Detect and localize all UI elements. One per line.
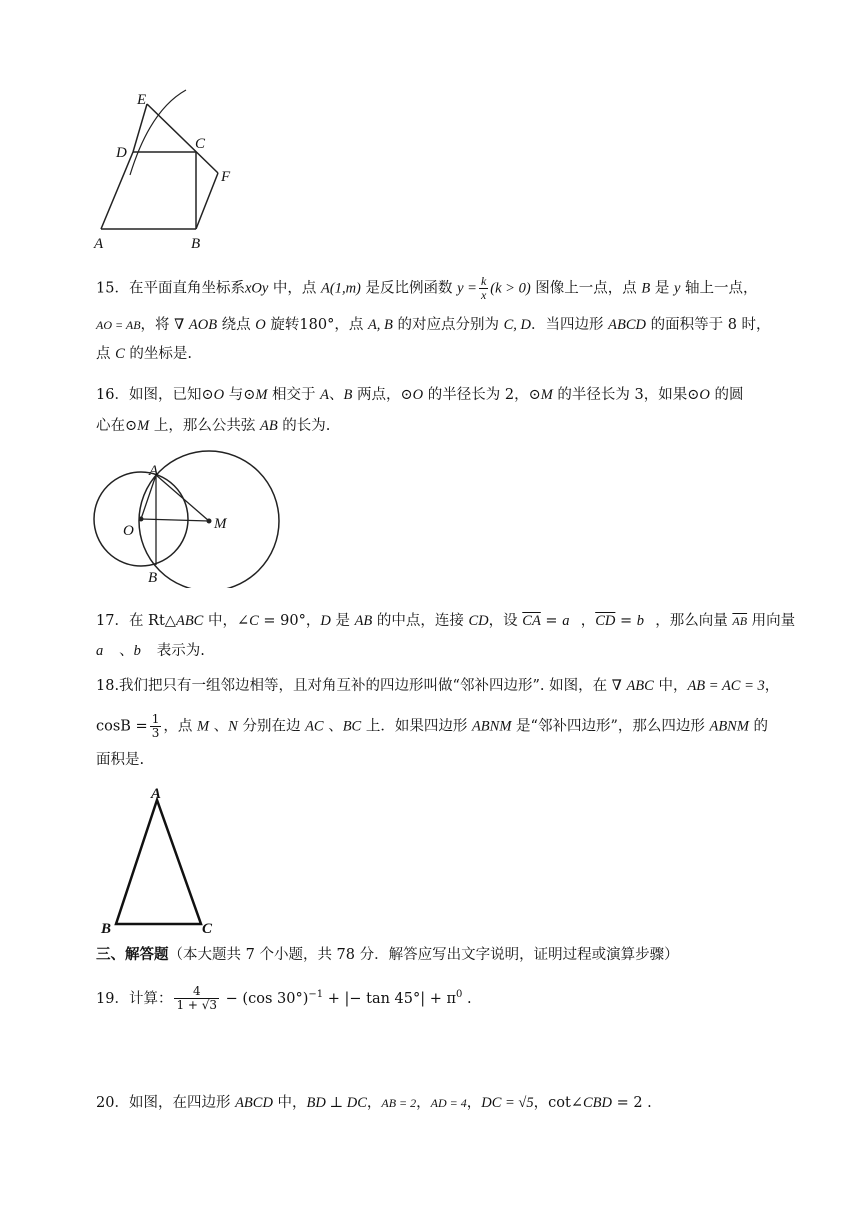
segment-de (133, 104, 147, 152)
text: 20．如图，在四边形 (96, 1095, 236, 1111)
text: . (462, 990, 472, 1007)
numerator: k (480, 274, 487, 288)
q17-line-1 (96, 611, 795, 631)
figure-quadrilateral-abcd (88, 82, 248, 257)
text: 是“邻补四边形”，那么四边形 (511, 718, 710, 735)
math: (k > 0) (490, 280, 531, 297)
text: 的坐标是. (124, 346, 192, 362)
text: 16．如图，已知⊙ (96, 387, 214, 403)
math: CD (468, 613, 489, 629)
segment-ad (101, 152, 133, 229)
math: AB (354, 613, 373, 629)
text: ．当四边形 (531, 317, 609, 333)
math: D (320, 613, 331, 629)
section-3-heading (96, 945, 679, 965)
text: 、 (323, 718, 343, 735)
text: 中，点 (268, 280, 322, 297)
math: ABC (175, 613, 204, 629)
q15-line-2 (96, 315, 771, 335)
numerator: 1 (151, 712, 160, 726)
label-b: B (191, 236, 201, 252)
text: = 2 . (611, 1095, 652, 1111)
math: + |− tan 45°| + π (323, 990, 457, 1007)
text: 、 (114, 643, 134, 659)
text: 的半径长为 3，如果⊙ (552, 387, 700, 403)
triangle-abc (116, 800, 201, 924)
text: 的 (748, 718, 769, 735)
fraction-4-over-1-plus-sqrt3 (174, 985, 219, 1012)
math: C, D (503, 317, 532, 333)
math: A, B (367, 317, 393, 333)
segment-am (156, 475, 209, 521)
q18-line-2 (96, 713, 768, 740)
math: B (343, 387, 353, 403)
label-b: B (101, 921, 112, 937)
text: 面积是. (96, 752, 145, 768)
vector-a: a⃗ (96, 643, 115, 659)
math: y = (457, 280, 477, 297)
math: BC (342, 718, 362, 735)
math: ABCD (608, 317, 646, 333)
math: M (540, 387, 553, 403)
denominator: x (480, 288, 487, 302)
text: 15．在平面直角坐标系 (96, 280, 245, 297)
math: AO = AB (96, 318, 141, 332)
q15-line-1 (96, 275, 758, 302)
text: 两点，⊙ (352, 387, 413, 403)
text: 上，那么公共弦 (149, 418, 260, 434)
text: ，设 (488, 613, 523, 629)
text: = (615, 613, 637, 629)
text: 的面积等于 8 时， (646, 317, 771, 333)
text: ， (466, 1095, 482, 1111)
text: 中， (272, 1095, 307, 1111)
label-a: A (94, 236, 104, 252)
text: 点 (96, 346, 116, 362)
text: 的长为. (277, 418, 331, 434)
q18-line-1 (96, 676, 779, 696)
math: O (255, 317, 266, 333)
label-b: B (148, 570, 158, 586)
label-f: F (221, 169, 231, 185)
text: 是反比例函数 (360, 280, 458, 297)
vector-cd: $\overline{CD}$ (595, 613, 616, 629)
math: B (641, 280, 651, 297)
figure-isosceles-triangle (96, 784, 226, 938)
q16-line-1 (96, 385, 744, 405)
text: 、 (329, 387, 344, 403)
fraction-one-third (150, 713, 162, 740)
label-o: O (123, 523, 134, 539)
math: O (699, 387, 710, 403)
denominator: 1 + √3 (176, 998, 218, 1013)
math: A (320, 387, 330, 403)
math: N (228, 718, 238, 735)
math: BD ⊥ DC (306, 1095, 367, 1111)
text: ，点 (163, 718, 197, 735)
denominator: 3 (151, 726, 160, 740)
vector-ca: $\overline{CA}$ (522, 613, 541, 629)
text: ，cot∠ (533, 1095, 583, 1111)
exponent: −1 (308, 989, 324, 1000)
text: ， (416, 1095, 431, 1111)
text: 中，∠ (203, 613, 250, 629)
text: ，将 ∇ (140, 317, 189, 333)
text: 绕点 (217, 317, 256, 333)
math: CBD (582, 1095, 612, 1111)
math: O (213, 387, 225, 403)
label-c: C (195, 136, 206, 152)
text: ，那么向量 (655, 613, 733, 629)
math: − (cos 30°) (221, 990, 309, 1007)
q16-line-2 (96, 416, 330, 436)
vector-b: b⃗ (133, 643, 153, 659)
text: 图像上一点，点 (530, 280, 642, 297)
math: C (115, 346, 125, 362)
section-description: （本大题共 7 个小题，共 78 分．解答应写出文字说明，证明过程或演算步骤） (168, 947, 679, 963)
segment-ef (147, 104, 218, 173)
label-e: E (137, 92, 147, 108)
math: M (137, 418, 150, 434)
label-d: D (116, 145, 127, 161)
figure-two-circles (88, 448, 288, 588)
text: 心在⊙ (96, 418, 138, 434)
label-a: A (149, 463, 159, 479)
label-m: M (214, 516, 227, 532)
text: 的半径长为 2，⊙ (423, 387, 541, 403)
label-c: C (202, 921, 213, 937)
vector-b: b⃗ (636, 613, 656, 629)
text: 19．计算： (96, 990, 173, 1007)
text: 轴上一点， (680, 280, 758, 297)
segment-om (141, 519, 209, 521)
math: AOB (188, 317, 218, 333)
math: AD = 4 (430, 1096, 467, 1110)
text: ， (580, 613, 596, 629)
numerator: 4 (174, 985, 219, 999)
q20-line (96, 1093, 652, 1113)
text: ， (366, 1095, 382, 1111)
math: xOy (244, 280, 269, 297)
text: 17．在 Rt△ (96, 613, 176, 629)
text: 18.我们把只有一组邻边相等，且对角互补的四边形叫做“邻补四边形”. 如图，在 ∇ (96, 678, 627, 694)
text: 是 (330, 613, 355, 629)
math: C (249, 613, 259, 629)
math: ABC (626, 678, 654, 694)
text: 、 (209, 718, 229, 735)
vector-a: a⃗ (562, 613, 581, 629)
math: cosB = (96, 718, 148, 735)
point-m (207, 519, 212, 524)
exponent: 0 (456, 989, 463, 1000)
text: = (540, 613, 563, 629)
text: ， (764, 678, 780, 694)
math: ABCD (235, 1095, 273, 1111)
text: 用向量 (747, 613, 796, 629)
text: 是 (650, 280, 674, 297)
text: 旋转180°，点 (265, 317, 368, 333)
math: y (673, 280, 681, 297)
math: AB = AC = 3 (687, 678, 765, 694)
math: ABNM (709, 718, 749, 735)
section-title: 三、解答题 (96, 946, 169, 963)
text: 上．如果四边形 (361, 718, 472, 735)
vector-ab: $\overline{AB}$ (732, 614, 748, 628)
math: M (196, 718, 210, 735)
text: 分别在边 (237, 718, 306, 735)
q19-line (96, 985, 472, 1012)
math: AB = 2 (381, 1096, 417, 1110)
math: AB (259, 418, 278, 434)
point-o (139, 517, 144, 522)
fraction-k-over-x (479, 275, 488, 302)
segment-bf (196, 173, 218, 229)
text: 的对应点分别为 (392, 317, 504, 333)
math: DC = √5 (481, 1095, 534, 1111)
text: 与⊙ (224, 387, 256, 403)
q18-line-3 (96, 750, 144, 770)
math: AC (305, 718, 324, 735)
text: 的圆 (709, 387, 744, 403)
label-a: A (151, 786, 162, 802)
q15-line-3 (96, 344, 192, 364)
text: 表示为. (152, 643, 205, 659)
math: A(1,m) (321, 280, 361, 297)
math: ABNM (471, 718, 512, 735)
text: 的中点，连接 (372, 613, 469, 629)
text: 相交于 (267, 387, 321, 403)
math: M (255, 387, 268, 403)
math: O (412, 387, 424, 403)
text: 中， (653, 678, 688, 694)
q17-line-2 (96, 641, 205, 661)
text: = 90°， (258, 613, 321, 629)
